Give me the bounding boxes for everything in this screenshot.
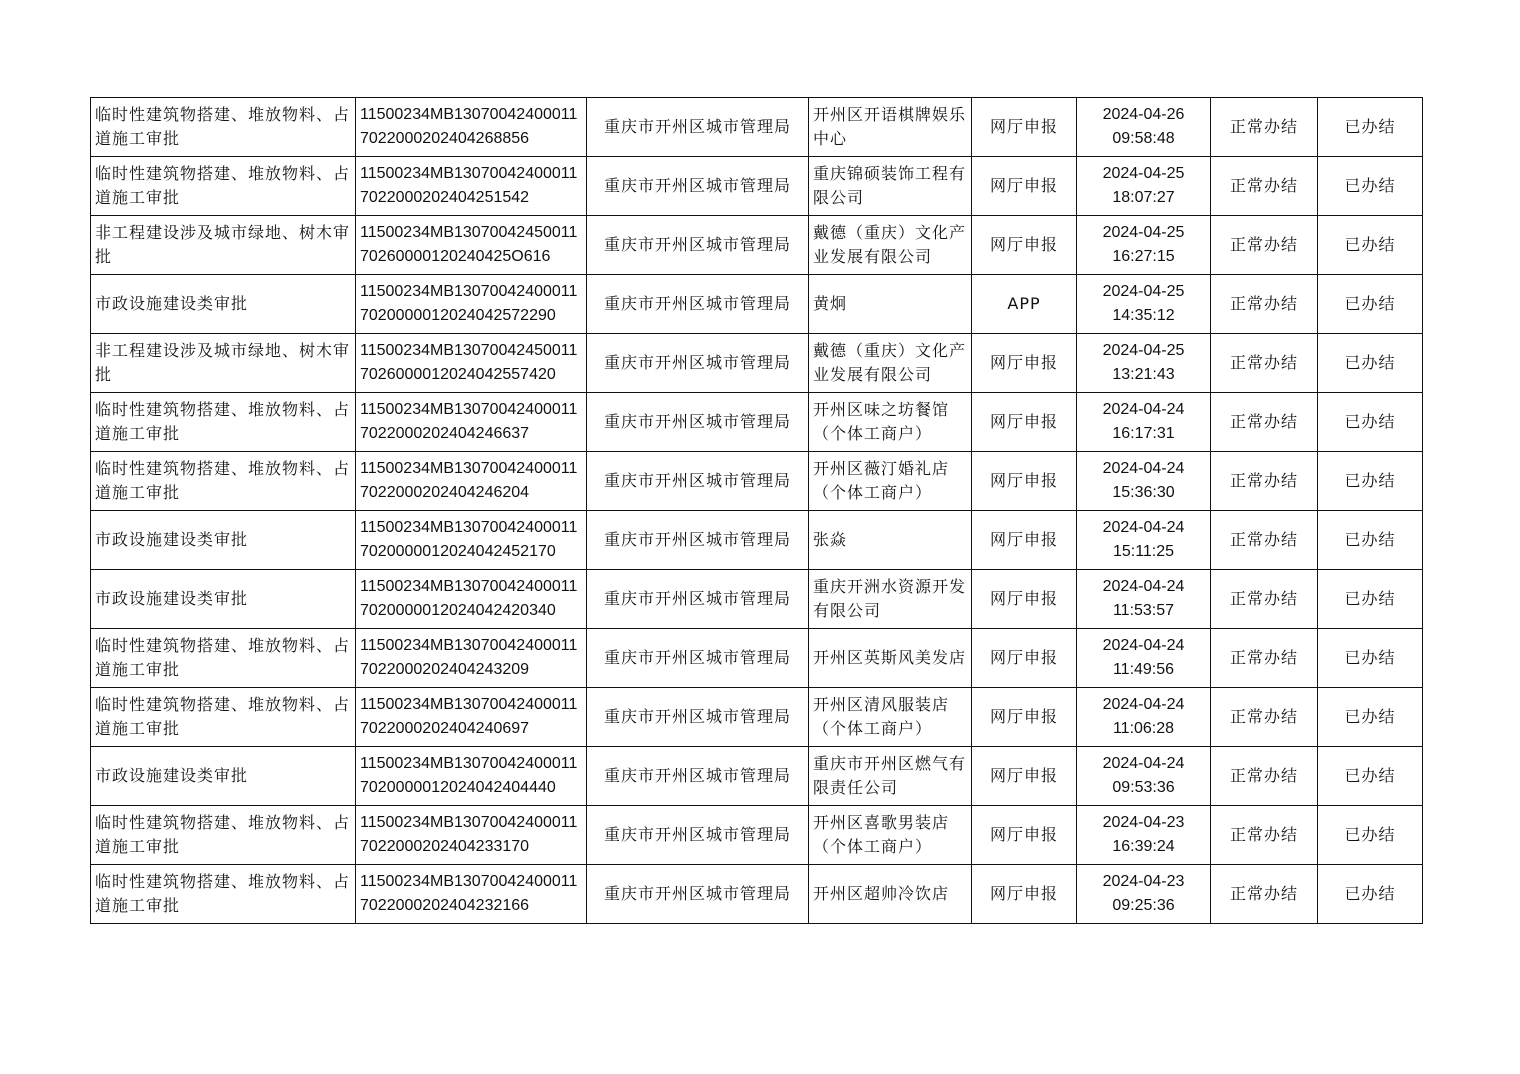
applicant-name: 重庆开洲水资源开发有限公司 <box>813 577 967 620</box>
channel-label: 网厅申报 <box>989 412 1058 431</box>
department-cell <box>587 511 809 570</box>
status-cell <box>1318 570 1423 629</box>
channel-cell <box>972 334 1077 393</box>
department-cell <box>587 216 809 275</box>
status-cell <box>1318 393 1423 452</box>
status-text: 已办结 <box>1344 530 1396 549</box>
completion-type: 正常办结 <box>1229 176 1298 195</box>
channel-cell <box>972 865 1077 924</box>
table-row <box>91 216 1423 275</box>
completion-type-cell <box>1211 570 1318 629</box>
completion-type: 正常办结 <box>1229 648 1298 667</box>
time-text: 11:53:57 <box>1112 602 1175 619</box>
completion-type: 正常办结 <box>1229 412 1298 431</box>
status-text: 已办结 <box>1344 412 1396 431</box>
status-cell <box>1318 806 1423 865</box>
completion-type: 正常办结 <box>1229 117 1298 136</box>
item-name: 市政设施建设类审批 <box>95 530 249 549</box>
department-name: 重庆市开州区城市管理局 <box>603 707 791 726</box>
status-text: 已办结 <box>1344 294 1396 313</box>
date-text: 2024-04-25 <box>1102 224 1185 241</box>
date-text: 2024-04-26 <box>1102 106 1185 123</box>
applicant-name: 开州区薇汀婚礼店（个体工商户） <box>813 459 950 502</box>
item-name-cell <box>91 865 356 924</box>
item-name-cell <box>91 216 356 275</box>
completion-type: 正常办结 <box>1229 294 1298 313</box>
department-cell <box>587 570 809 629</box>
channel-cell <box>972 570 1077 629</box>
channel-label: 网厅申报 <box>989 471 1058 490</box>
code-cell <box>356 629 587 688</box>
code-cell <box>356 334 587 393</box>
datetime-cell <box>1077 216 1211 275</box>
item-name-cell <box>91 452 356 511</box>
completion-type-cell <box>1211 747 1318 806</box>
applicant-name: 张焱 <box>813 530 848 549</box>
date-text: 2024-04-25 <box>1102 342 1185 359</box>
completion-type: 正常办结 <box>1229 471 1298 490</box>
applicant-name: 开州区超帅冷饮店 <box>813 884 950 903</box>
completion-type-cell <box>1211 98 1318 157</box>
department-cell <box>587 865 809 924</box>
item-name: 非工程建设涉及城市绿地、树木审批 <box>95 223 351 266</box>
table-row <box>91 806 1423 865</box>
table-row <box>91 98 1423 157</box>
item-name-cell <box>91 157 356 216</box>
time-text: 11:49:56 <box>1112 661 1175 678</box>
channel-label: 网厅申报 <box>989 825 1058 844</box>
channel-cell <box>972 806 1077 865</box>
date-text: 2024-04-24 <box>1102 755 1185 772</box>
datetime-cell <box>1077 275 1211 334</box>
department-name: 重庆市开州区城市管理局 <box>603 825 791 844</box>
date-text: 2024-04-25 <box>1102 283 1185 300</box>
code-line-2: 7022000202404246204 <box>360 484 530 501</box>
code-line-1: 11500234MB13070042400011 <box>360 578 578 595</box>
applicant-cell <box>809 98 972 157</box>
status-cell <box>1318 511 1423 570</box>
item-name: 临时性建筑物搭建、堆放物料、占道施工审批 <box>95 636 351 679</box>
item-name: 非工程建设涉及城市绿地、树木审批 <box>95 341 351 384</box>
item-name: 临时性建筑物搭建、堆放物料、占道施工审批 <box>95 872 351 915</box>
code-line-1: 11500234MB13070042400011 <box>360 637 578 654</box>
completion-type: 正常办结 <box>1229 707 1298 726</box>
code-line-1: 11500234MB13070042400011 <box>360 460 578 477</box>
time-text: 09:25:36 <box>1112 897 1175 914</box>
item-name-cell <box>91 334 356 393</box>
item-name: 临时性建筑物搭建、堆放物料、占道施工审批 <box>95 164 351 207</box>
code-cell <box>356 865 587 924</box>
status-cell <box>1318 275 1423 334</box>
status-cell <box>1318 216 1423 275</box>
completion-type: 正常办结 <box>1229 825 1298 844</box>
item-name-cell <box>91 393 356 452</box>
datetime-cell <box>1077 157 1211 216</box>
completion-type-cell <box>1211 452 1318 511</box>
applicant-cell <box>809 334 972 393</box>
channel-label: 网厅申报 <box>989 884 1058 903</box>
datetime-cell <box>1077 747 1211 806</box>
code-cell <box>356 452 587 511</box>
completion-type-cell <box>1211 629 1318 688</box>
applicant-name: 开州区英斯风美发店 <box>813 648 967 667</box>
department-name: 重庆市开州区城市管理局 <box>603 648 791 667</box>
time-text: 09:58:48 <box>1112 130 1175 147</box>
channel-cell <box>972 452 1077 511</box>
completion-type-cell <box>1211 393 1318 452</box>
department-cell <box>587 452 809 511</box>
applicant-cell <box>809 747 972 806</box>
completion-type-cell <box>1211 216 1318 275</box>
datetime-cell <box>1077 570 1211 629</box>
code-line-1: 11500234MB13070042400011 <box>360 165 578 182</box>
channel-cell <box>972 98 1077 157</box>
table-row <box>91 334 1423 393</box>
department-cell <box>587 806 809 865</box>
item-name: 市政设施建设类审批 <box>95 766 249 785</box>
item-name: 临时性建筑物搭建、堆放物料、占道施工审批 <box>95 400 351 443</box>
code-cell <box>356 98 587 157</box>
applicant-cell <box>809 629 972 688</box>
completion-type: 正常办结 <box>1229 235 1298 254</box>
table-row <box>91 157 1423 216</box>
applicant-cell <box>809 275 972 334</box>
datetime-cell <box>1077 688 1211 747</box>
date-text: 2024-04-24 <box>1102 460 1185 477</box>
completion-type-cell <box>1211 688 1318 747</box>
time-text: 14:35:12 <box>1112 307 1175 324</box>
code-line-2: 7022000202404268856 <box>360 130 530 147</box>
department-cell <box>587 98 809 157</box>
item-name: 市政设施建设类审批 <box>95 589 249 608</box>
item-name-cell <box>91 688 356 747</box>
applicant-name: 开州区喜歌男装店（个体工商户） <box>813 813 950 856</box>
table-row <box>91 452 1423 511</box>
department-cell <box>587 393 809 452</box>
completion-type: 正常办结 <box>1229 589 1298 608</box>
completion-type-cell <box>1211 511 1318 570</box>
channel-label: 网厅申报 <box>989 766 1058 785</box>
time-text: 16:27:15 <box>1112 248 1175 265</box>
code-line-2: 7020000012024042452170 <box>360 543 556 560</box>
time-text: 16:39:24 <box>1112 838 1175 855</box>
applicant-name: 戴德（重庆）文化产业发展有限公司 <box>813 223 967 266</box>
datetime-cell <box>1077 393 1211 452</box>
department-name: 重庆市开州区城市管理局 <box>603 530 791 549</box>
code-line-1: 11500234MB13070042400011 <box>360 401 578 418</box>
code-cell <box>356 806 587 865</box>
code-cell <box>356 216 587 275</box>
item-name: 临时性建筑物搭建、堆放物料、占道施工审批 <box>95 105 351 148</box>
channel-label: 网厅申报 <box>989 648 1058 667</box>
department-name: 重庆市开州区城市管理局 <box>603 589 791 608</box>
item-name-cell <box>91 275 356 334</box>
completion-type-cell <box>1211 275 1318 334</box>
item-name: 市政设施建设类审批 <box>95 294 249 313</box>
item-name-cell <box>91 511 356 570</box>
table-row <box>91 629 1423 688</box>
channel-label: 网厅申报 <box>989 530 1058 549</box>
date-text: 2024-04-23 <box>1102 814 1185 831</box>
code-line-1: 11500234MB13070042400011 <box>360 755 578 772</box>
applicant-cell <box>809 688 972 747</box>
status-text: 已办结 <box>1344 648 1396 667</box>
datetime-cell <box>1077 865 1211 924</box>
item-name-cell <box>91 629 356 688</box>
channel-label: 网厅申报 <box>989 353 1058 372</box>
channel-cell <box>972 157 1077 216</box>
channel-label: 网厅申报 <box>989 707 1058 726</box>
item-name-cell <box>91 806 356 865</box>
code-line-2: 7022000202404251542 <box>360 189 530 206</box>
time-text: 09:53:36 <box>1112 779 1175 796</box>
department-cell <box>587 275 809 334</box>
applicant-name: 开州区清风服装店（个体工商户） <box>813 695 950 738</box>
code-cell <box>356 570 587 629</box>
department-name: 重庆市开州区城市管理局 <box>603 117 791 136</box>
date-text: 2024-04-24 <box>1102 519 1185 536</box>
code-line-2: 7022000202404246637 <box>360 425 530 442</box>
datetime-cell <box>1077 629 1211 688</box>
department-cell <box>587 334 809 393</box>
status-text: 已办结 <box>1344 825 1396 844</box>
completion-type-cell <box>1211 865 1318 924</box>
datetime-cell <box>1077 452 1211 511</box>
completion-type-cell <box>1211 334 1318 393</box>
code-line-1: 11500234MB13070042450011 <box>360 342 578 359</box>
time-text: 18:07:27 <box>1112 189 1175 206</box>
applicant-cell <box>809 157 972 216</box>
status-text: 已办结 <box>1344 176 1396 195</box>
applicant-cell <box>809 570 972 629</box>
department-cell <box>587 629 809 688</box>
time-text: 15:11:25 <box>1112 543 1175 560</box>
channel-cell <box>972 747 1077 806</box>
channel-cell <box>972 393 1077 452</box>
completion-type-cell <box>1211 806 1318 865</box>
channel-label: 网厅申报 <box>989 176 1058 195</box>
department-name: 重庆市开州区城市管理局 <box>603 412 791 431</box>
table-row <box>91 865 1423 924</box>
time-text: 16:17:31 <box>1112 425 1175 442</box>
records-table <box>90 97 1423 924</box>
department-name: 重庆市开州区城市管理局 <box>603 294 791 313</box>
department-cell <box>587 688 809 747</box>
item-name: 临时性建筑物搭建、堆放物料、占道施工审批 <box>95 695 351 738</box>
status-cell <box>1318 98 1423 157</box>
code-line-1: 11500234MB13070042400011 <box>360 106 578 123</box>
status-cell <box>1318 629 1423 688</box>
status-text: 已办结 <box>1344 707 1396 726</box>
code-line-1: 11500234MB13070042400011 <box>360 873 578 890</box>
channel-cell <box>972 275 1077 334</box>
code-line-1: 11500234MB13070042400011 <box>360 519 578 536</box>
code-line-1: 11500234MB13070042400011 <box>360 283 578 300</box>
code-line-2: 70260000120240425O616 <box>360 248 551 265</box>
code-cell <box>356 747 587 806</box>
department-name: 重庆市开州区城市管理局 <box>603 884 791 903</box>
date-text: 2024-04-25 <box>1102 165 1185 182</box>
code-line-2: 7022000202404233170 <box>360 838 530 855</box>
applicant-name: 黄炯 <box>813 294 848 313</box>
code-line-1: 11500234MB13070042450011 <box>360 224 578 241</box>
channel-label: 网厅申报 <box>989 235 1058 254</box>
code-cell <box>356 688 587 747</box>
department-cell <box>587 747 809 806</box>
item-name-cell <box>91 747 356 806</box>
item-name-cell <box>91 570 356 629</box>
code-line-2: 7020000012024042404440 <box>360 779 556 796</box>
code-cell <box>356 393 587 452</box>
applicant-name: 重庆锦硕装饰工程有限公司 <box>813 164 967 207</box>
item-name-cell <box>91 98 356 157</box>
channel-label: 网厅申报 <box>989 589 1058 608</box>
applicant-cell <box>809 452 972 511</box>
code-line-1: 11500234MB13070042400011 <box>360 814 578 831</box>
code-cell <box>356 275 587 334</box>
applicant-name: 重庆市开州区燃气有限责任公司 <box>813 754 967 797</box>
completion-type: 正常办结 <box>1229 353 1298 372</box>
applicant-cell <box>809 806 972 865</box>
status-text: 已办结 <box>1344 353 1396 372</box>
completion-type: 正常办结 <box>1229 530 1298 549</box>
channel-cell <box>972 216 1077 275</box>
status-cell <box>1318 747 1423 806</box>
status-cell <box>1318 334 1423 393</box>
department-name: 重庆市开州区城市管理局 <box>603 471 791 490</box>
code-line-2: 7022000202404232166 <box>360 897 530 914</box>
table-row <box>91 570 1423 629</box>
code-line-2: 7020000012024042420340 <box>360 602 556 619</box>
status-cell <box>1318 865 1423 924</box>
item-name: 临时性建筑物搭建、堆放物料、占道施工审批 <box>95 813 351 856</box>
status-text: 已办结 <box>1344 117 1396 136</box>
completion-type-cell <box>1211 157 1318 216</box>
completion-type: 正常办结 <box>1229 884 1298 903</box>
department-name: 重庆市开州区城市管理局 <box>603 353 791 372</box>
department-name: 重庆市开州区城市管理局 <box>603 766 791 785</box>
code-line-1: 11500234MB13070042400011 <box>360 696 578 713</box>
completion-type: 正常办结 <box>1229 766 1298 785</box>
status-text: 已办结 <box>1344 235 1396 254</box>
table-row <box>91 688 1423 747</box>
channel-cell <box>972 629 1077 688</box>
channel-cell <box>972 511 1077 570</box>
status-cell <box>1318 452 1423 511</box>
channel-cell <box>972 688 1077 747</box>
code-cell <box>356 511 587 570</box>
applicant-cell <box>809 216 972 275</box>
time-text: 15:36:30 <box>1112 484 1175 501</box>
table-row <box>91 511 1423 570</box>
datetime-cell <box>1077 511 1211 570</box>
table-row <box>91 393 1423 452</box>
code-line-2: 7026000012024042557420 <box>360 366 556 383</box>
applicant-name: 开州区开语棋牌娱乐中心 <box>813 105 967 148</box>
date-text: 2024-04-24 <box>1102 578 1185 595</box>
date-text: 2024-04-24 <box>1102 637 1185 654</box>
applicant-cell <box>809 865 972 924</box>
status-text: 已办结 <box>1344 766 1396 785</box>
status-cell <box>1318 157 1423 216</box>
applicant-name: 戴德（重庆）文化产业发展有限公司 <box>813 341 967 384</box>
time-text: 13:21:43 <box>1112 366 1175 383</box>
records-table-body <box>91 98 1423 924</box>
datetime-cell <box>1077 98 1211 157</box>
date-text: 2024-04-24 <box>1102 696 1185 713</box>
applicant-name: 开州区味之坊餐馆（个体工商户） <box>813 400 950 443</box>
table-row <box>91 747 1423 806</box>
time-text: 11:06:28 <box>1112 720 1175 737</box>
code-line-2: 7022000202404240697 <box>360 720 530 737</box>
status-text: 已办结 <box>1344 884 1396 903</box>
table-row <box>91 275 1423 334</box>
datetime-cell <box>1077 334 1211 393</box>
applicant-cell <box>809 511 972 570</box>
datetime-cell <box>1077 806 1211 865</box>
date-text: 2024-04-24 <box>1102 401 1185 418</box>
channel-label: 网厅申报 <box>989 117 1058 136</box>
code-cell <box>356 157 587 216</box>
status-text: 已办结 <box>1344 589 1396 608</box>
status-text: 已办结 <box>1344 471 1396 490</box>
status-cell <box>1318 688 1423 747</box>
channel-label: APP <box>1007 294 1041 313</box>
item-name: 临时性建筑物搭建、堆放物料、占道施工审批 <box>95 459 351 502</box>
date-text: 2024-04-23 <box>1102 873 1185 890</box>
department-cell <box>587 157 809 216</box>
department-name: 重庆市开州区城市管理局 <box>603 176 791 195</box>
code-line-2: 7022000202404243209 <box>360 661 530 678</box>
applicant-cell <box>809 393 972 452</box>
code-line-2: 7020000012024042572290 <box>360 307 556 324</box>
department-name: 重庆市开州区城市管理局 <box>603 235 791 254</box>
